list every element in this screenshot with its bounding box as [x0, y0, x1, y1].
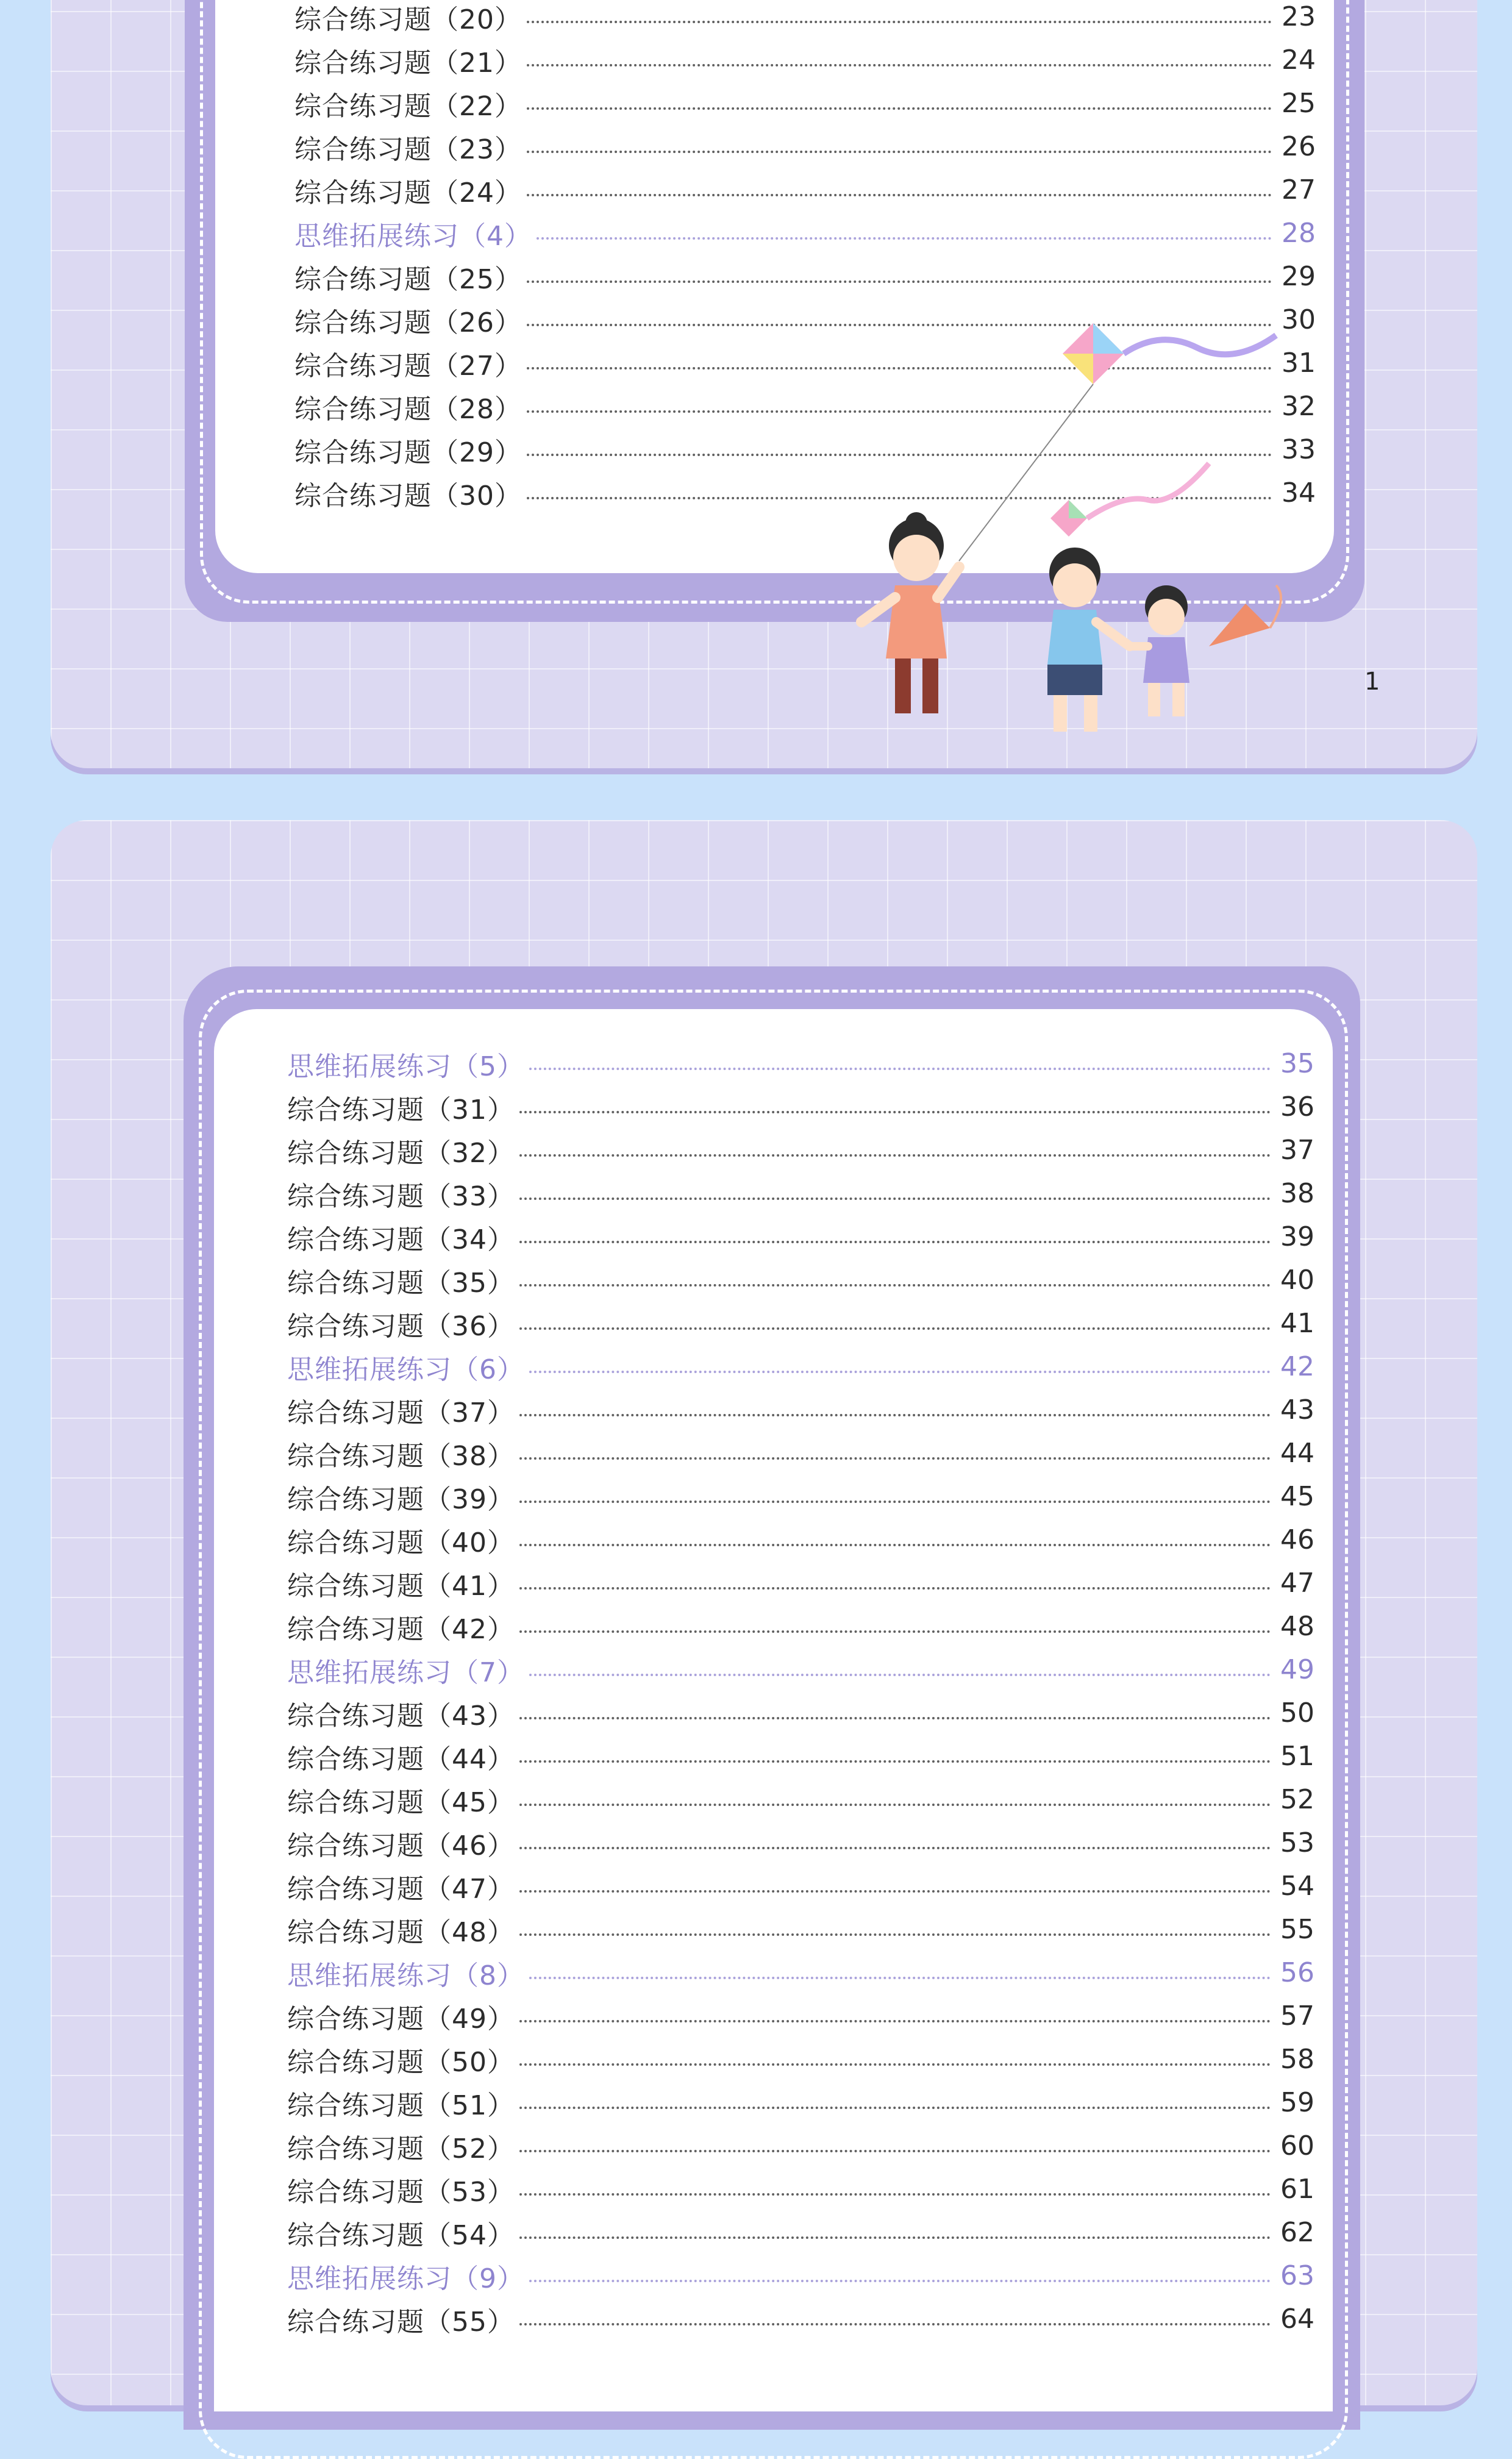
toc-entry-title: 综合练习题（51）	[287, 2090, 515, 2121]
kite-children-illustration	[770, 317, 1319, 756]
toc-entry-page-number: 62	[1280, 2217, 1314, 2248]
toc-entry[interactable]	[294, 255, 1316, 298]
toc-entry-page-number: 27	[1282, 174, 1316, 205]
toc-entry[interactable]	[287, 1172, 1314, 1215]
toc-entry-title: 综合练习题（36）	[287, 1310, 515, 1342]
dot-leader	[519, 2107, 1271, 2109]
toc-entry-title: 综合练习题（44）	[287, 1743, 515, 1775]
toc-entry-page-number: 58	[1280, 2044, 1314, 2075]
toc-entry-page-number: 64	[1280, 2304, 1314, 2335]
toc-entry-title: 综合练习题（20）	[294, 4, 522, 35]
dot-leader	[519, 1197, 1271, 1200]
toc-entry-page-number: 39	[1280, 1221, 1314, 1252]
toc-entry-title: 综合练习题（43）	[287, 1700, 515, 1732]
toc-entry[interactable]	[287, 1821, 1314, 1865]
toc-entry[interactable]	[294, 0, 1316, 38]
toc-entry-extension[interactable]	[287, 1345, 1314, 1388]
toc-entry-page-number: 61	[1280, 2174, 1314, 2205]
toc-entry-title: 综合练习题（46）	[287, 1830, 515, 1861]
toc-entry-page-number: 26	[1282, 131, 1316, 162]
toc-entry-title: 综合练习题（24）	[294, 177, 522, 209]
dot-leader	[519, 1457, 1271, 1460]
toc-entry-page-number: 49	[1280, 1654, 1314, 1685]
toc-entry-page-number: 43	[1280, 1394, 1314, 1426]
toc-entry-title: 综合练习题（48）	[287, 1916, 515, 1948]
toc-entry-title: 综合练习题（28）	[294, 393, 522, 425]
toc-entry-page-number: 42	[1280, 1351, 1314, 1382]
toc-entry-page-number: 52	[1280, 1784, 1314, 1815]
dot-leader	[519, 1544, 1271, 1546]
toc-entry[interactable]	[287, 1561, 1314, 1605]
toc-entry-title: 思维拓展练习（8）	[287, 1960, 524, 1991]
toc-entry-title: 综合练习题（50）	[287, 2046, 515, 2078]
toc-entry[interactable]	[287, 2297, 1314, 2341]
toc-entry-page-number: 48	[1280, 1611, 1314, 1642]
toc-entry-title: 综合练习题（40）	[287, 1527, 515, 1558]
toc-entry-title: 思维拓展练习（5）	[287, 1051, 524, 1082]
toc-entry-page-number: 46	[1280, 1524, 1314, 1555]
toc-entry-title: 综合练习题（27）	[294, 350, 522, 382]
toc-entry-page-number: 54	[1280, 1871, 1314, 1902]
toc-entry-page-number: 55	[1280, 1914, 1314, 1945]
toc-entry[interactable]	[287, 1129, 1314, 1172]
girl-figure	[861, 512, 959, 713]
dot-leader	[527, 280, 1272, 283]
toc-entry-page-number: 25	[1282, 88, 1316, 119]
toc-entry-title: 思维拓展练习（9）	[287, 2263, 524, 2294]
dot-leader	[527, 64, 1272, 66]
toc-entry-extension[interactable]	[287, 1648, 1314, 1691]
toc-entry-page-number: 63	[1280, 2260, 1314, 2291]
toc-entry[interactable]	[287, 2081, 1314, 2124]
dot-leader	[527, 194, 1272, 196]
dot-leader	[519, 1501, 1271, 1503]
toc-entry-title: 综合练习题（53）	[287, 2176, 515, 2208]
dot-leader	[519, 1241, 1271, 1243]
dot-leader	[529, 2280, 1271, 2282]
toc-entry-title: 综合练习题（39）	[287, 1483, 515, 1515]
dot-leader	[519, 1933, 1271, 1936]
dot-leader	[527, 151, 1272, 153]
toc-entry-page-number: 32	[1282, 391, 1316, 422]
toc-entry-title: 综合练习题（37）	[287, 1397, 515, 1429]
toc-entry-title: 综合练习题（30）	[294, 480, 522, 512]
toc-entry-page-number: 59	[1280, 2087, 1314, 2118]
dot-leader	[529, 1674, 1271, 1676]
toc-entry-title: 综合练习题（42）	[287, 1613, 515, 1645]
toc-entry-page-number: 33	[1282, 434, 1316, 465]
toc-entry-title: 综合练习题（47）	[287, 1873, 515, 1905]
toc-entry[interactable]	[287, 1778, 1314, 1821]
toc-entry[interactable]	[287, 2038, 1314, 2081]
toc-entry[interactable]	[294, 38, 1316, 82]
dot-leader	[527, 21, 1272, 23]
toc-entry-page-number: 51	[1280, 1741, 1314, 1772]
dot-leader	[519, 1717, 1271, 1719]
dot-leader	[519, 2063, 1271, 2066]
dot-leader	[519, 1630, 1271, 1633]
toc-entry-page-number: 45	[1280, 1481, 1314, 1512]
toc-entry[interactable]	[294, 125, 1316, 168]
toc-entry-extension[interactable]	[287, 1042, 1314, 1085]
toc-entry-page-number: 57	[1280, 2000, 1314, 2032]
toc-entry-page-number: 29	[1282, 261, 1316, 292]
toc-entry-extension[interactable]	[287, 1951, 1314, 1994]
dot-leader	[537, 237, 1272, 240]
dot-leader	[519, 1587, 1271, 1590]
toc-entry[interactable]	[287, 1994, 1314, 2038]
dot-leader	[519, 2020, 1271, 2022]
toc-entry-title: 综合练习题（32）	[287, 1137, 515, 1169]
toc-entry[interactable]	[287, 1302, 1314, 1345]
dot-leader	[519, 1414, 1271, 1416]
toc-entry-page-number: 34	[1282, 477, 1316, 509]
toc-entry[interactable]	[287, 1605, 1314, 1648]
toc-entry-title: 综合练习题（38）	[287, 1440, 515, 1472]
toc-entry[interactable]	[287, 1865, 1314, 1908]
toc-entry-page-number: 31	[1282, 348, 1316, 379]
toc-entry-page-number: 38	[1280, 1178, 1314, 1209]
toc-entry-title: 综合练习题（49）	[287, 2003, 515, 2035]
toc-entry[interactable]	[287, 1432, 1314, 1475]
toc-entry-title: 综合练习题（21）	[294, 47, 522, 79]
toc-entry[interactable]	[287, 2168, 1314, 2211]
toc-entry-page-number: 40	[1280, 1265, 1314, 1296]
toc-page-2	[51, 820, 1477, 2405]
toc-list	[287, 1042, 1314, 2341]
dot-leader	[519, 1760, 1271, 1763]
toc-entry-title: 综合练习题（29）	[294, 437, 522, 468]
toc-entry[interactable]	[287, 2211, 1314, 2254]
dot-leader	[519, 2193, 1271, 2196]
dot-leader	[519, 1890, 1271, 1893]
toc-entry-title: 综合练习题（23）	[294, 134, 522, 165]
toc-entry-title: 思维拓展练习（6）	[287, 1354, 524, 1385]
toc-entry-page-number: 30	[1282, 304, 1316, 335]
dot-leader	[519, 1154, 1271, 1157]
dot-leader	[527, 107, 1272, 110]
dot-leader	[529, 1068, 1271, 1070]
toc-entry[interactable]	[287, 1388, 1314, 1432]
toc-entry[interactable]	[287, 1691, 1314, 1735]
toc-entry[interactable]	[287, 1908, 1314, 1951]
kite-icon	[959, 323, 1276, 561]
toc-entry-title: 综合练习题（33）	[287, 1180, 515, 1212]
dot-leader	[529, 1371, 1271, 1373]
dot-leader	[519, 2236, 1271, 2239]
toc-entry[interactable]	[287, 1735, 1314, 1778]
dot-leader	[519, 1327, 1271, 1330]
toc-entry[interactable]	[287, 1518, 1314, 1561]
toc-entry-page-number: 24	[1282, 45, 1316, 76]
toc-entry[interactable]	[287, 2124, 1314, 2168]
toc-entry-page-number: 50	[1280, 1697, 1314, 1729]
toc-entry-title: 综合练习题（55）	[287, 2306, 515, 2338]
toc-entry-title: 综合练习题（22）	[294, 90, 522, 122]
toc-entry-title: 思维拓展练习（7）	[287, 1657, 524, 1688]
toc-entry-title: 综合练习题（25）	[294, 263, 522, 295]
toc-entry-page-number: 28	[1282, 218, 1316, 249]
dot-leader	[529, 1977, 1271, 1979]
toc-entry-page-number: 53	[1280, 1827, 1314, 1858]
toc-entry[interactable]	[287, 1475, 1314, 1518]
toc-entry-extension[interactable]	[287, 2254, 1314, 2297]
dot-leader	[519, 2323, 1271, 2325]
toc-entry-page-number: 41	[1280, 1308, 1314, 1339]
toc-entry[interactable]	[294, 168, 1316, 212]
toc-entry-title: 综合练习题（26）	[294, 307, 522, 338]
toc-entry-extension[interactable]	[294, 212, 1316, 255]
toc-entry-page-number: 60	[1280, 2130, 1314, 2161]
toc-entry-title: 综合练习题（52）	[287, 2133, 515, 2165]
toc-entry-title: 综合练习题（41）	[287, 1570, 515, 1602]
toc-entry-page-number: 23	[1282, 1, 1316, 32]
boy-figure	[1047, 548, 1130, 732]
toc-entry-title: 综合练习题（31）	[287, 1094, 515, 1126]
toc-entry-page-number: 47	[1280, 1568, 1314, 1599]
toc-page-1	[51, 0, 1477, 768]
dot-leader	[519, 1111, 1271, 1113]
toc-entry-title: 综合练习题（54）	[287, 2219, 515, 2251]
toc-entry-page-number: 37	[1280, 1135, 1314, 1166]
boy-figure	[1130, 585, 1189, 716]
toc-entry[interactable]	[294, 82, 1316, 125]
page-number: 1	[1364, 668, 1380, 696]
toc-entry-page-number: 35	[1280, 1048, 1314, 1079]
dot-leader	[519, 2150, 1271, 2152]
toc-entry[interactable]	[287, 1085, 1314, 1129]
toc-entry-title: 综合练习题（35）	[287, 1267, 515, 1299]
toc-entry-page-number: 36	[1280, 1091, 1314, 1122]
toc-entry-title: 综合练习题（34）	[287, 1224, 515, 1255]
dot-leader	[519, 1847, 1271, 1849]
toc-entry-page-number: 44	[1280, 1438, 1314, 1469]
toc-entry[interactable]	[287, 1215, 1314, 1258]
dot-leader	[519, 1284, 1271, 1287]
dot-leader	[519, 1804, 1271, 1806]
toc-entry-title: 思维拓展练习（4）	[294, 220, 532, 252]
toc-entry-page-number: 56	[1280, 1957, 1314, 1988]
toc-entry[interactable]	[287, 1258, 1314, 1302]
toc-entry-title: 综合练习题（45）	[287, 1786, 515, 1818]
